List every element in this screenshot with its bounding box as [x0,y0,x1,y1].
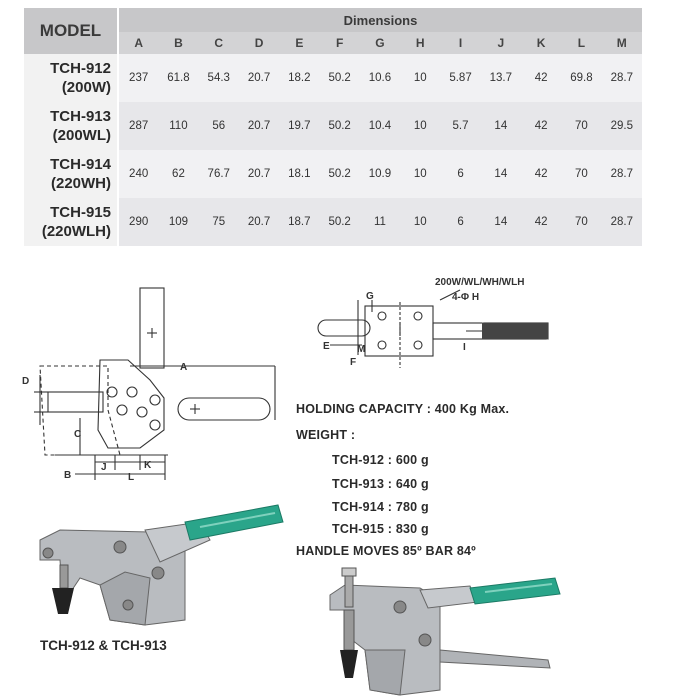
column-header: B [158,32,198,54]
dimension-cell: 13.7 [481,54,521,102]
dim-label-i: I [463,342,466,353]
column-header: F [319,32,359,54]
dimension-cell: 6 [440,198,480,246]
dim-label-d: D [22,376,30,387]
dim-label-m: M [357,344,366,355]
hole-note: 4-Φ H [452,292,480,303]
dimensions-header: Dimensions [118,8,642,32]
dimension-cell: 54.3 [199,54,239,102]
photo-caption: TCH-912 & TCH-913 [40,638,167,653]
weight-title: WEIGHT : [296,428,356,442]
dimension-cell: 29.5 [602,102,642,150]
dimension-cell: 18.2 [279,54,319,102]
dimension-cell: 50.2 [319,150,359,198]
weight-item: TCH-913 : 640 g [332,477,429,491]
dimension-cell: 5.87 [440,54,480,102]
column-header: I [440,32,480,54]
model-code: TCH-913 [50,108,111,125]
model-code: TCH-912 [50,60,111,77]
dimension-cell: 56 [199,102,239,150]
dimension-cell: 5.7 [440,102,480,150]
dimension-cell: 70 [561,198,601,246]
dimension-cell: 18.7 [279,198,319,246]
column-header: D [239,32,279,54]
weight-item: TCH-915 : 830 g [332,522,429,536]
column-header: H [400,32,440,54]
column-header: A [118,32,158,54]
model-code: TCH-914 [50,156,111,173]
column-header: M [602,32,642,54]
dim-label-a: A [180,362,188,373]
dimension-cell: 11 [360,198,400,246]
dimension-cell: 20.7 [239,198,279,246]
dim-label-j: J [101,462,107,473]
weight-item: TCH-912 : 600 g [332,453,429,467]
column-header: L [561,32,601,54]
dim-label-l: L [128,472,135,483]
dimension-cell: 42 [521,150,561,198]
model-variant: (200W) [61,79,111,96]
dimension-cell: 10.4 [360,102,400,150]
dimension-cell: 42 [521,54,561,102]
dimension-cell: 42 [521,102,561,150]
dimension-cell: 287 [118,102,158,150]
model-code: TCH-915 [50,204,111,221]
dimension-cell: 75 [199,198,239,246]
dimension-cell: 50.2 [319,54,359,102]
handle-moves: HANDLE MOVES 85º BAR 84º [296,544,476,558]
dimension-cell: 28.7 [602,54,642,102]
dimension-cell: 61.8 [158,54,198,102]
dim-label-k: K [144,460,152,471]
dimension-cell: 20.7 [239,150,279,198]
dimension-cell: 10 [400,198,440,246]
model-variant: (220WH) [50,175,111,192]
dimension-cell: 10 [400,54,440,102]
dimension-cell: 62 [158,150,198,198]
column-header: G [360,32,400,54]
dimension-cell: 14 [481,150,521,198]
dimension-cell: 109 [158,198,198,246]
dimension-cell: 110 [158,102,198,150]
dimension-cell: 14 [481,198,521,246]
model-variant: (220WLH) [41,223,111,240]
dim-label-b: B [64,470,72,481]
dimension-cell: 20.7 [239,54,279,102]
dimension-cell: 50.2 [319,198,359,246]
holding-capacity: HOLDING CAPACITY : 400 Kg Max. [296,402,510,416]
dimension-cell: 10.6 [360,54,400,102]
column-header: E [279,32,319,54]
column-header: J [481,32,521,54]
dimension-cell: 18.1 [279,150,319,198]
column-header: C [199,32,239,54]
dimension-cell: 237 [118,54,158,102]
dimension-cell: 19.7 [279,102,319,150]
dimension-cell: 28.7 [602,198,642,246]
weight-item: TCH-914 : 780 g [332,500,429,514]
model-variant: (200WL) [52,127,111,144]
dimension-cell: 290 [118,198,158,246]
dim-label-c: C [74,429,82,440]
dim-label-g: G [366,291,374,302]
dimension-cell: 10 [400,102,440,150]
dimension-cell: 10.9 [360,150,400,198]
dimension-cell: 50.2 [319,102,359,150]
model-column-header: MODEL [24,8,118,54]
dim-label-f: F [350,357,357,368]
column-header: K [521,32,561,54]
dimension-cell: 69.8 [561,54,601,102]
dimension-cell: 20.7 [239,102,279,150]
dimension-cell: 76.7 [199,150,239,198]
dimension-cell: 10 [400,150,440,198]
dimension-cell: 28.7 [602,150,642,198]
dimension-cell: 14 [481,102,521,150]
dimension-cell: 70 [561,102,601,150]
dimension-cell: 70 [561,150,601,198]
model-note: 200W/WL/WH/WLH [435,277,525,288]
dimension-cell: 42 [521,198,561,246]
dimension-cell: 240 [118,150,158,198]
dim-label-e: E [323,341,330,352]
dimension-cell: 6 [440,150,480,198]
